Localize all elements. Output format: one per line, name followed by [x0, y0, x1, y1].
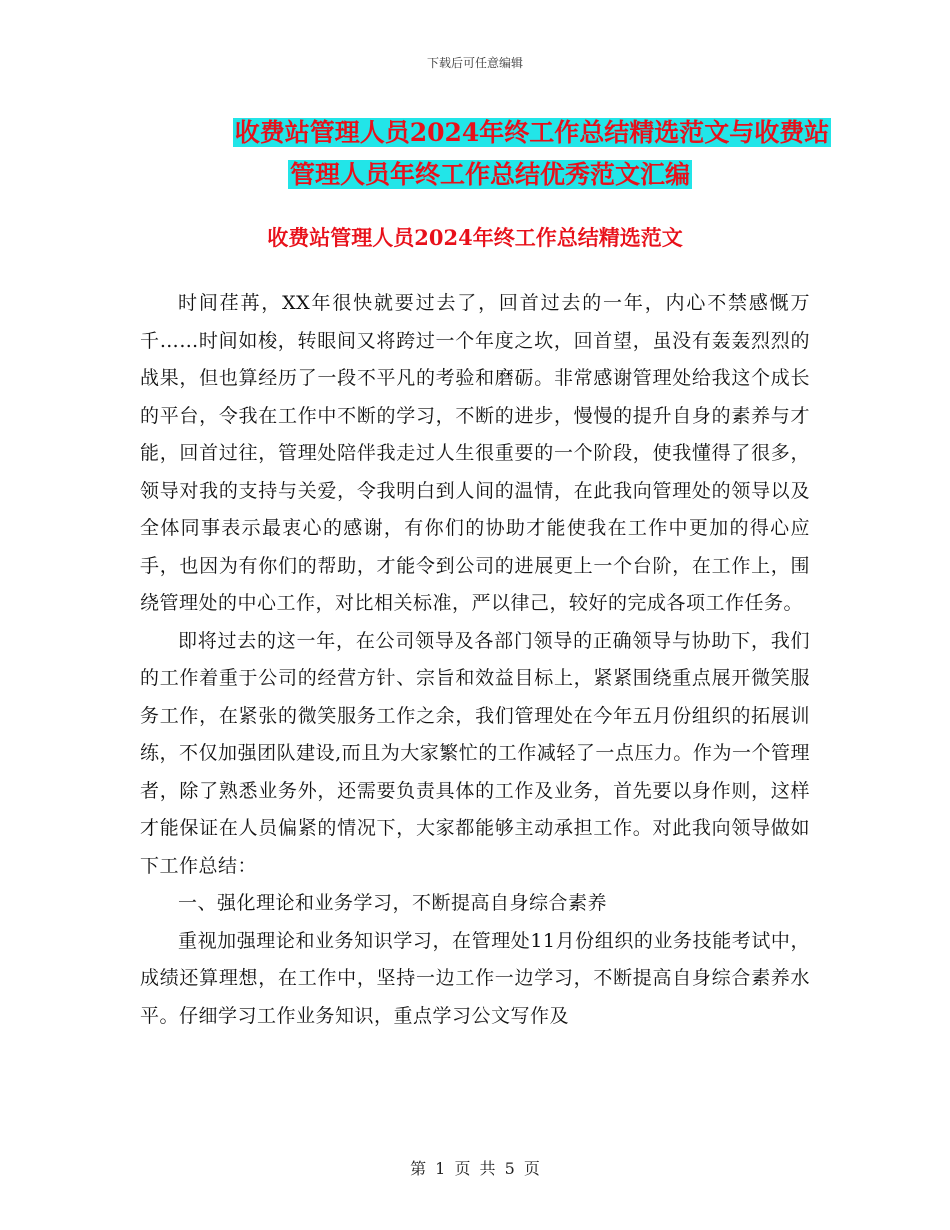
section-heading: 一、强化理论和业务学习，不断提高自身综合素养 [178, 892, 608, 914]
header-note: 下载后可任意编辑 [426, 56, 523, 70]
body-text [140, 285, 810, 1035]
document-title-line-2: 管理人员年终工作总结优秀范文汇编 [289, 160, 690, 189]
paragraph: 重视加强理论和业务知识学习，在管理处11月份组织的业务技能考试中，成绩还算理想，在工作中，坚持一边工作一边学习，不断提高自身综合素养水平。仔细学习工作业务知识，重点学习公文写作及 [140, 929, 810, 1027]
paragraph: 即将过去的这一年，在公司领导及各部门领导的正确领导与协助下，我们的工作着重于公司的经营方针、宗旨和效益目标上，紧紧围绕重点展开微笑服务工作，在紧张的微笑服务工作之余，我们管理处在今年五月份组织的拓展训练，不仅加强团队建设,而且为大家繁忙的工作减轻了一点压力。作为一个管理者，除了熟悉业务外，还需要负责具体的工作及业务，首先要以身作则，这样才能保证在人员偏紧的情况下，大家都能够主动承担工作。对此我向领导做如下工作总结： [140, 629, 810, 877]
paragraph: 时间荏苒，XX年很快就要过去了，回首过去的一年，内心不禁感慨万千……时间如梭，转眼间又将跨过一个年度之坎，回首望，虽没有轰轰烈烈的战果，但也算经历了一段不平凡的考验和磨砺。非常感谢管理处给我这个成长的平台，令我在工作中不断的学习，不断的进步，慢慢的提升自身的素养与才能，回首过往，管理处陪伴我走过人生很重要的一个阶段，使我懂得了很多，领导对我的支持与关爱，令我明白到人间的温情，在此我向管理处的领导以及全体同事表示最衷心的感谢，有你们的协助才能使我在工作中更加的得心应手，也因为有你们的帮助，才能令到公司的进展更上一个台阶，在工作上，围绕管理处的中心工作，对比相关标准，严以律己，较好的完成各项工作任务。 [140, 292, 810, 614]
page-number: 第 1 页 共 5 页 [410, 1159, 540, 1178]
document-title [140, 112, 840, 196]
section-title: 收费站管理人员2024年终工作总结精选范文 [267, 225, 683, 250]
document-title-line-1: 收费站管理人员2024年终工作总结精选范文与收费站 [234, 118, 830, 147]
